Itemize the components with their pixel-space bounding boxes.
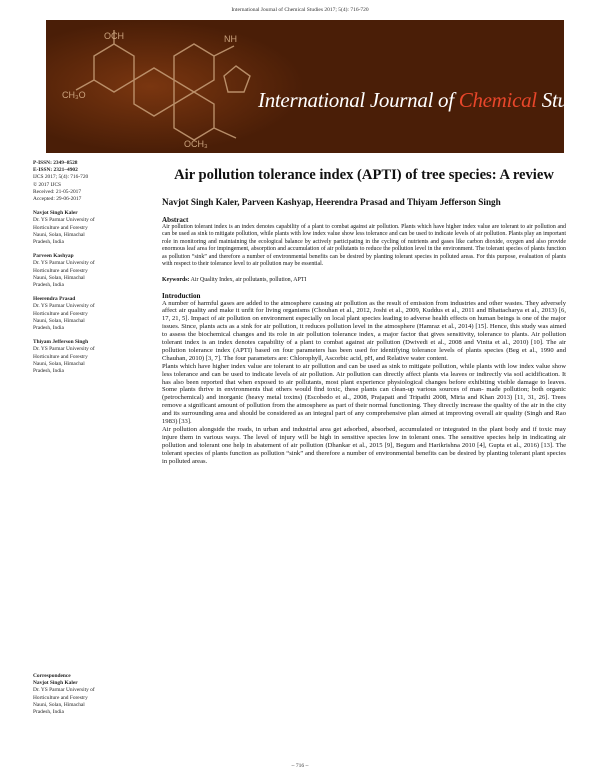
- correspondence-block: [33, 673, 146, 716]
- keywords-line: [162, 277, 566, 283]
- intro-paragraph: Plants which have higher index value are tolerant to air pollution and can be used as sink to mitigate pollution, while plants with low index value show less tolerance and can be used to indicate levels of air pollution. Air pollution can directly affect plants via leaves or indirectly via soil acidification. It has also been reported that when exposed to air pollutants, most plant experience physiological changes before exhibiting visible damage to leaves. Some plants thrive in environments that others would find toxic, these plants can clean-up various sources of man- made pollution; both organic (petrochemical) and inorganic (heavy metal toxins) (Escobedo et al., 2008, Prajapati and Tripathi 2008, Miria and Khan 2013) [11, 31, 26]. Trees remove a significant amount of pollution from the atmosphere as part of their normal functioning. They directly increase the quality of the air in the city and its surrounding area and should be considered as an integral part of any comprehensive plan aimed at improving overall air quality (Singh and Rao 1983) [33].: [162, 362, 566, 426]
- affiliation-line: Pradesh, India: [33, 325, 64, 332]
- meta-line: Accepted: 29-06-2017: [33, 196, 82, 203]
- affiliation-line: Dr. YS Parmar University of: [33, 303, 95, 310]
- affiliation-line: Pradesh, India: [33, 368, 64, 375]
- article-main: [162, 160, 566, 466]
- intro-paragraph: Air pollution alongside the roads, in urban and industrial area get adsorbed, absorbed, accumulated or integrated in the plant body and if toxic may injure them in various ways. The level of injury will be high in sensitive species low in tolerant ones. The sensitive species help in indicating air pollution and tolerant one help in abatement of air pollution (Dhankar et al., 2015 [9], Begum and Harikrishna 2010 [4], Gupta et al., 2016) [13]. The tolerant species of plants function as pollution “sink” and therefore a number of environmental benefits can be desired by planting tolerant plant species in polluted areas.: [162, 426, 566, 465]
- affiliation-line: Dr. YS Parmar University of: [33, 687, 95, 694]
- intro-paragraph: A number of harmful gases are added to the atmosphere causing air pollution as the result of emission from industries and other wastes. They adversely affect air quality and make it unfit for living organisms (Chouhan et al., 2012, Joshi et al., 2009, Kuddus et al., 2011 and Bhattacharya et al., 2013) [6, 17, 21, 5]. Impact of air pollution on environment especially on local plant species leading to adverse health effects on human beings is one of the major issues. Since, plants acts as a sink for air pollution, it reduces pollution level in the atmosphere (Hamraz et al., 2014) [15]. Hence, this study was aimed to assess the biochemical changes and its role in air pollution tolerance index, a major factor that gives sensitivity, tolerance to plants. Air pollution tolerant index is an index denotes capability of a plant to combat against air pollution (Dwivedi et al., 2008 and Vinita et al., 2010) [10]. The air pollution tolerance index (APTI) based on four parameters has been used for identifying tolerance levels of plants species (Beg et al., 1990 and Chauhan, 2010) [3, 7]. The four parameters are: Chlorophyll, Ascorbic acid, pH, and Relative water content.: [162, 299, 566, 362]
- affiliation-line: Nauni, Solan, Himachal: [33, 360, 85, 367]
- meta-line: © 2017 IJCS: [33, 181, 62, 188]
- affiliation-line: Nauni, Solan, Himachal: [33, 701, 85, 708]
- intro-heading: Introduction: [162, 291, 201, 300]
- journal-title-accent: Chemical: [458, 88, 537, 112]
- meta-line: IJCS 2017; 5(4): 716-720: [33, 174, 89, 181]
- correspondence-heading: Correspondence: [33, 673, 71, 679]
- journal-title-part1: International Journal of: [258, 88, 459, 112]
- author-name: Thiyam Jefferson Singh: [33, 339, 89, 346]
- affiliation-line: Nauni, Solan, Himachal: [33, 317, 85, 324]
- svg-text:OCH₃: OCH₃: [184, 139, 208, 149]
- author-affiliation: [33, 253, 146, 289]
- abstract-text: Air pollution tolerant index is an index denotes capability of a plant to combat against air pollution. Plants which have higher index value are tolerant to air pollution and can be used as sink to mitigate pollution, while plants with low index value show less tolerance and can be used to indicate levels of air pollution. Plants play an important role in monitoring and maintaining the ecological balance by actively participating in the cycling of nutrients and gases like carbon dioxide, oxygen and also provide enormous leaf area for impingement, absorption and accumulation of air pollutants to reduce the pollution level in the environment. The tolerant species of plants function as pollution “sink” and therefore a number of environmental benefits can be desired by planting tolerant species in polluted areas. For this purpose, evaluation of plants with respect to their tolerance level to air pollution may be essential.: [162, 223, 566, 267]
- author-affiliation: [33, 210, 146, 246]
- affiliation-line: Horticulture and Forestry: [33, 310, 88, 317]
- svg-text:CH₃O: CH₃O: [62, 90, 86, 100]
- journal-banner: [46, 20, 600, 153]
- affiliation-line: Pradesh, India: [33, 282, 64, 289]
- author-name: Heerendra Prasad: [33, 296, 76, 303]
- chemical-structure-illustration: [54, 26, 254, 148]
- issn-meta: [33, 160, 146, 203]
- affiliation-line: Horticulture and Forestry: [33, 353, 88, 360]
- affiliation-line: Dr. YS Parmar University of: [33, 346, 95, 353]
- meta-line: E-ISSN: 2321–4902: [33, 167, 78, 174]
- keywords-text: Air Quality Index, air pollutants, pollution, APTI: [189, 276, 307, 283]
- affiliation-line: Dr. YS Parmar University of: [33, 260, 95, 267]
- abstract-heading: Abstract: [162, 215, 189, 224]
- article-authors: Navjot Singh Kaler, Parveen Kashyap, Heerendra Prasad and Thiyam Jefferson Singh: [162, 197, 501, 207]
- affiliation-line: Nauni, Solan, Himachal: [33, 231, 85, 238]
- affiliation-line: Horticulture and Forestry: [33, 267, 88, 274]
- meta-line: Received: 21-05-2017: [33, 188, 82, 195]
- article-sidebar: [33, 160, 146, 382]
- article-title: Air pollution tolerance index (APTI) of tree species: A review: [174, 167, 554, 183]
- author-affiliation: [33, 296, 146, 332]
- page-number: ~ 716 ~: [291, 763, 309, 769]
- affiliation-line: Horticulture and Forestry: [33, 224, 88, 231]
- keywords-label: Keywords:: [162, 276, 190, 283]
- affiliation-line: Horticulture and Forestry: [33, 694, 88, 701]
- meta-line: P-ISSN: 2349–8528: [33, 160, 78, 166]
- journal-reference-header: International Journal of Chemical Studies 2017; 5(4): 716-720: [231, 7, 369, 13]
- author-affiliation: [33, 339, 146, 375]
- svg-text:NH: NH: [224, 34, 237, 44]
- svg-text:OCH: OCH: [104, 31, 124, 41]
- journal-title: [258, 88, 600, 113]
- affiliation-line: Pradesh, India: [33, 709, 64, 716]
- affiliation-line: Nauni, Solan, Himachal: [33, 274, 85, 281]
- correspondence-name: Navjot Singh Kaler: [33, 680, 78, 687]
- journal-title-part2: Studies: [536, 88, 600, 112]
- affiliation-line: Pradesh, India: [33, 239, 64, 246]
- author-name: Parveen Kashyap: [33, 253, 74, 260]
- author-name: Navjot Singh Kaler: [33, 210, 78, 217]
- affiliation-line: Dr. YS Parmar University of: [33, 217, 95, 224]
